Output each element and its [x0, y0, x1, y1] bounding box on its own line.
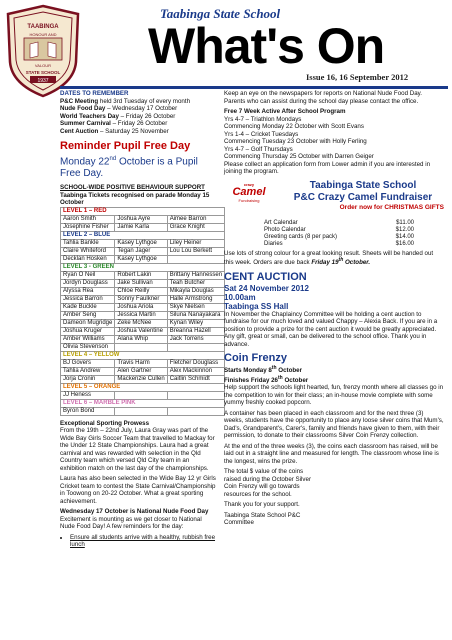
date-text: held 3rd Tuesday of every month	[98, 97, 191, 105]
camel-logo-sub: Fundraising	[238, 197, 260, 203]
level-name: LEVEL 4 – YELLOW	[61, 351, 225, 359]
student-name: Travis Harm	[115, 359, 167, 367]
student-name: Kasey Lythgoe	[115, 255, 167, 263]
student-name: Dameon Mugridge	[61, 319, 115, 327]
after-school-title: Free 7 Week Active After School Program	[224, 108, 346, 115]
cent-auction-title: CENT AUCTION	[224, 270, 307, 283]
level-header-row	[61, 383, 225, 391]
table-row	[61, 279, 225, 287]
dates-title: DATES TO REMEMBER	[60, 90, 129, 97]
after-school-line: Yrs 1-4 – Cricket Tuesdays	[224, 130, 299, 138]
school-crest-logo	[4, 4, 82, 98]
student-name: Tahlia Andrew	[61, 367, 115, 375]
table-row	[61, 311, 225, 319]
price-item: Photo Calendar	[264, 226, 306, 233]
price-item: Diaries	[264, 240, 283, 247]
crest-name-text: TAABINGA	[27, 24, 59, 30]
level-name: LEVEL 3 - GREEN	[61, 263, 225, 271]
nude-food-list	[60, 534, 216, 549]
camel-note: Use lots of strong colour for a great looking result. Sheets will be handed out this week. Orders are due back Friday 19th October.	[224, 249, 434, 267]
price-item: Art Calendar	[264, 219, 298, 226]
level-header-row	[61, 263, 225, 271]
student-name: Amber Seng	[61, 311, 115, 319]
student-name: Jessica Martin	[115, 311, 167, 319]
table-row	[61, 407, 225, 415]
crest-school-text: STATE SCHOOL	[25, 70, 61, 75]
student-name: Fletcher Douglass	[167, 359, 224, 367]
newsletter-title: What's On	[148, 18, 385, 74]
student-name: Aimee Barron	[167, 215, 224, 223]
price-row	[264, 234, 414, 241]
nude-food-bullet: • Ensure all students arrive with a healthy, rubbish free lunch	[70, 534, 216, 549]
table-row	[61, 359, 225, 367]
sporting-text: From the 19th – 22nd July, Laura Gray was part of the Wide Bay Girls Soccer Team that travelled to Mackay for the Under 12 State Championships. Laura had a great carnival and was rewarded with selection in the Qld Country team which versed Qld City team in an exhibition match on the last day of the championships.	[60, 427, 215, 472]
student-name: Siluna Nanayakara	[167, 311, 224, 319]
student-name: Alex Mackinnon	[167, 367, 224, 375]
student-name: Kade Buckle	[61, 303, 115, 311]
student-name	[167, 343, 224, 351]
table-row	[61, 287, 225, 295]
date-item	[60, 128, 216, 136]
cent-auction-date: Sat 24 November 2012	[224, 283, 309, 293]
table-row	[61, 255, 225, 263]
reminder-subtitle: Monday 22nd October is a Pupil Free Day.	[60, 156, 198, 180]
date-label: P&C Meeting	[60, 97, 99, 105]
coin-text-4: The total $ value of the coins raised during the October Silver Coin Frenzy will go towards resources for the school.	[224, 468, 312, 498]
reminder-title: Reminder Pupil Free Day	[60, 140, 191, 152]
after-school-line: Please collect an application form from Lower admin if you are interested in joining the program.	[224, 160, 431, 175]
after-school-line: Yrs 4-7 – Triathlon Mondays	[224, 115, 302, 123]
student-name: Aaron Smith	[61, 215, 115, 223]
student-name: Josephine Fisher	[61, 223, 115, 231]
coin-end: Finishes Friday 26th October	[224, 374, 309, 384]
after-school-lines	[224, 116, 444, 176]
after-school-line: Commencing Tuesday 23 October with Holly Ferling	[224, 138, 367, 145]
date-item	[60, 105, 216, 113]
camel-title-2: P&C Crazy Camel Fundraiser	[293, 191, 433, 203]
left-column	[60, 90, 223, 549]
table-row	[61, 295, 225, 303]
level-name: LEVEL 2 – BLUE	[61, 231, 225, 239]
student-name: Ryan O Neil	[61, 271, 115, 279]
student-name	[115, 391, 167, 399]
student-name: Liley Heiner	[167, 239, 224, 247]
date-text: – Saturday 25 November	[98, 127, 169, 135]
camel-section	[224, 180, 444, 220]
camel-title-1: Taabinga State School	[309, 179, 417, 191]
camel-order: Order now for CHRISTMAS GIFTS	[339, 203, 444, 211]
student-name: Alana Whip	[115, 335, 167, 343]
table-row	[61, 271, 225, 279]
student-name: Teah Butcher	[167, 279, 224, 287]
student-name: Joshua Ariola	[115, 303, 167, 311]
coin-sign: Taabinga State School P&C Committee	[224, 511, 301, 527]
student-name: Breanna Hazell	[167, 327, 224, 335]
student-name: Lou Lou Berkett	[167, 247, 224, 255]
student-name: Jake Sullivan	[115, 279, 167, 287]
level-name: LEVEL 5 – ORANGE	[61, 383, 225, 391]
dates-list	[60, 98, 216, 136]
pbs-subtitle: Taabinga Tickets recognised on parade Monday 15 October	[60, 191, 210, 207]
price-value: $11.00	[396, 219, 414, 226]
coin-thanks: Thank you for your support.	[224, 501, 300, 509]
crest-motto-text: HONOUR AND	[29, 32, 57, 37]
coin-text-3: At the end of the three weeks (3), the coins each classroom has raised, will be laid out in a straight line and measured for length. The classroom whose line is the longest, wins the prize.	[224, 442, 439, 465]
sporting-text-2: Laura has also been selected in the Wide Bay 12 yr Girls Cricket team to contest the State Carnival/Championship in Toowong on 20-22 October. What a great sporting achievement.	[60, 475, 216, 505]
after-school-line: Yrs 4-7 – Golf Thursdays	[224, 145, 293, 153]
after-school-line: Commencing Monday 22 October with Scott Evans	[224, 123, 364, 130]
student-name	[167, 255, 224, 263]
student-name: Joshua Ayre	[115, 215, 167, 223]
date-text: – Friday 26 October	[110, 120, 168, 127]
nude-food-continued: Keep an eye on the newspapers for reports on National Nude Food Day. Parents who can assist during the school day please contact the office.	[224, 90, 423, 105]
header-rule	[60, 86, 448, 89]
student-name: Byron Bond	[61, 407, 115, 415]
level-header-row	[61, 207, 225, 215]
student-name: Skye Nielsen	[167, 303, 224, 311]
student-name: Chloe Reilly	[115, 287, 167, 295]
date-label: World Teachers Day	[60, 112, 119, 120]
price-value: $16.00	[395, 240, 414, 247]
student-name: BJ Govers	[61, 359, 115, 367]
price-value: $12.00	[395, 226, 414, 233]
crazy-camel-logo	[224, 182, 274, 206]
date-label: Cent Auction	[60, 127, 99, 135]
student-name	[115, 343, 167, 351]
date-item	[60, 98, 216, 106]
student-name: Jack Torrens	[167, 335, 224, 343]
date-item	[60, 113, 216, 121]
coin-start: Starts Monday 8th October	[224, 365, 302, 375]
student-name: Robert Lakin	[115, 271, 167, 279]
table-row	[61, 367, 225, 375]
table-row	[61, 247, 225, 255]
table-row	[61, 239, 225, 247]
date-text: – Friday 26 October	[118, 112, 176, 120]
camel-logo-top: crazy	[243, 181, 255, 187]
nude-food-text: Excitement is mounting as we get closer to National Nude Food Day! A few reminders for the day:	[60, 515, 202, 531]
level-header-row	[61, 231, 225, 239]
student-name: Jamie Karla	[115, 223, 167, 231]
camel-logo-main: Camel	[232, 185, 266, 198]
date-label: Nude Food Day	[60, 105, 106, 112]
level-header-row	[61, 351, 225, 359]
after-school-line: Commencing Thursday 25 October with Darren Geiger	[224, 153, 374, 160]
prices-table	[264, 220, 414, 248]
level-header-row	[61, 399, 225, 407]
level-name: LEVEL 6 – MARBLE PINK	[61, 399, 225, 407]
date-item	[60, 120, 216, 128]
issue-info: Issue 16, 16 September 2012	[306, 72, 409, 82]
coin-frenzy-title: Coin Frenzy	[224, 352, 287, 365]
student-name: Mikayla Douglas	[167, 287, 224, 295]
crest-year-text: 1937	[37, 78, 49, 84]
table-row	[61, 391, 225, 399]
table-row	[61, 303, 225, 311]
school-name: Taabinga State School	[160, 6, 281, 21]
date-text: – Wednesday 17 October	[105, 105, 178, 112]
price-item: Greeting cards (8 per pack)	[264, 233, 338, 240]
student-name: Joshua Kruger	[61, 327, 115, 335]
tickets-table	[60, 207, 225, 416]
student-name: Alyssa Rea	[61, 287, 115, 295]
student-name: Claire Whiteford	[61, 247, 115, 255]
price-row	[264, 241, 414, 248]
sporting-title: Exceptional Sporting Prowess	[60, 419, 150, 427]
student-name	[167, 391, 224, 399]
cent-auction-time: 10.00am	[224, 292, 256, 302]
pbs-title: SCHOOL-WIDE POSITIVE BEHAVIOUR SUPPORT	[60, 184, 205, 192]
cent-auction-place: Taabinga SS Hall	[224, 301, 289, 311]
student-name: Caitlin Schmidt	[167, 375, 224, 383]
student-name: Tegan Jager	[115, 247, 167, 255]
student-name	[115, 407, 167, 415]
student-name: Jorja Cronin	[61, 375, 115, 383]
student-name: Halle Armstrong	[167, 295, 224, 303]
table-row	[61, 375, 225, 383]
student-name: Tahlia Bankle	[61, 239, 115, 247]
coin-text-1: Help support the schools light hearted, fun, frenzy month where all classes go in the competition to win for their class; an in-house movie complete with some yummy freshly cooked popcorn.	[224, 384, 444, 407]
student-name: Jordyn Douglass	[61, 279, 115, 287]
student-name: Sonny Faulkner	[115, 295, 167, 303]
coin-footer	[224, 468, 444, 530]
table-row	[61, 223, 225, 231]
student-name: Mackenzie Cullen	[115, 375, 167, 383]
table-row	[61, 335, 225, 343]
price-row	[264, 227, 414, 234]
nude-food-title: Wednesday 17 October is National Nude Food Day	[60, 508, 209, 516]
table-row	[61, 319, 225, 327]
student-name: Kynan Wiley	[167, 319, 224, 327]
student-name: Jessica Barron	[61, 295, 115, 303]
price-row	[264, 220, 414, 227]
student-name: Joshua Valentine	[115, 327, 167, 335]
date-label: Summer Carnival	[60, 120, 111, 127]
right-column	[224, 90, 444, 530]
student-name: Kasey Lythgoe	[115, 239, 167, 247]
cent-auction-text: In November the Chaplaincy Committee will be holding a cent auction to fundraise for our much loved and valued Chappy – Alexia Back. If you are in a position to provide a prize for the cent auction it would be greatly appreciated. Any gift, great or small, can be delivered to the school office. Thank you in advance.	[224, 310, 438, 348]
student-name: Brittany Hannessen	[167, 271, 224, 279]
student-name: JJ Heness	[61, 391, 115, 399]
student-name: Grace Knight	[167, 223, 224, 231]
table-row	[61, 343, 225, 351]
student-name: Zeke McNee	[115, 319, 167, 327]
student-name	[167, 407, 224, 415]
student-name: Decklan Hosken	[61, 255, 115, 263]
student-name: Alen Gartner	[115, 367, 167, 375]
student-name: Olivia Stevenson	[61, 343, 115, 351]
table-row	[61, 215, 225, 223]
coin-text-2: A container has been placed in each classroom and for the next three (3) weeks, students have the opportunity to place any loose silver coins that Mum's, Dad's, Grandparent's, Carer's, family and friends have given to them, with their permission, to donate to their classrooms Silver Coin Frenzy collection.	[224, 409, 444, 440]
level-name: LEVEL 1 – RED	[61, 207, 225, 215]
student-name: Amber Williams	[61, 335, 115, 343]
crest-motto-text-2: VALOUR	[34, 63, 52, 68]
price-value: $14.00	[395, 233, 414, 240]
table-row	[61, 327, 225, 335]
